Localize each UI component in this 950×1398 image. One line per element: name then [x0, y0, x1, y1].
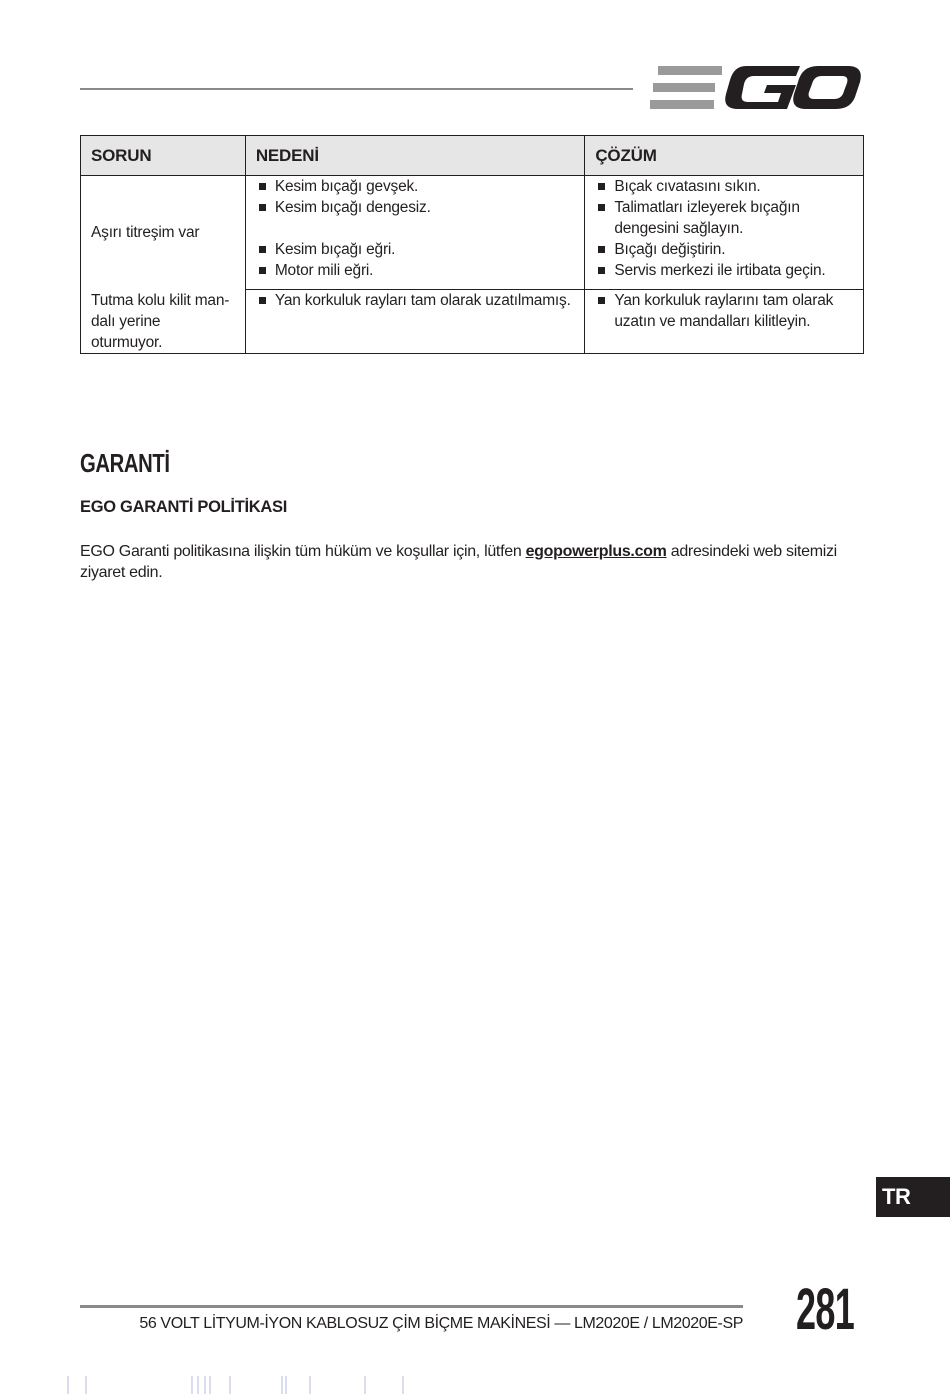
page-number: 281 [796, 1277, 855, 1342]
solution-item: Bıçak cıvatasını sıkın. [585, 176, 863, 197]
troubleshooting-table [80, 135, 864, 354]
paragraph-text-start: EGO Garanti politikasına ilişkin tüm hüküm ve koşullar için, lütfen [80, 543, 526, 560]
header-cause: NEDENİ [245, 136, 585, 176]
warranty-paragraph [80, 541, 860, 583]
solution-cell [585, 260, 864, 290]
solution-item: Servis merkezi ile irtibata geçin. [585, 260, 863, 281]
solution-cell [585, 197, 864, 239]
problem-cell: Aşırı titreşim var [81, 176, 246, 290]
table-row [81, 290, 864, 354]
footer-rule [80, 1305, 743, 1308]
cause-item: Kesim bıçağı dengesiz. [246, 197, 585, 218]
cause-item: Kesim bıçağı eğri. [246, 239, 585, 260]
language-tab: TR [876, 1177, 950, 1217]
section-title: GARANTİ [80, 448, 170, 478]
problem-cell: Tutma kolu kilit man-dalı yerine oturmuyor. [81, 290, 246, 354]
ego-logo [650, 62, 862, 114]
cause-cell [245, 290, 585, 354]
table-row [81, 176, 864, 198]
solution-item: Yan korkuluk raylarını tam olarak uzatın ve mandalları kilitleyin. [585, 290, 863, 332]
table-header-row [81, 136, 864, 176]
cause-cell [245, 260, 585, 290]
website-link[interactable]: egopowerplus.com [525, 543, 667, 560]
cause-item: Kesim bıçağı gevşek. [246, 176, 585, 197]
solution-cell [585, 239, 864, 260]
solution-item: Talimatları izleyerek bıçağın dengesini sağlayın. [585, 197, 863, 239]
solution-cell [585, 176, 864, 198]
section-subtitle: EGO GARANTİ POLİTİKASI [80, 498, 287, 516]
cause-item: Motor mili eğri. [246, 260, 585, 281]
solution-item: Bıçağı değiştirin. [585, 239, 863, 260]
cause-cell [245, 197, 585, 239]
solution-cell [585, 290, 864, 354]
header-solution: ÇÖZÜM [585, 136, 864, 176]
cause-cell [245, 239, 585, 260]
cause-item: Yan korkuluk rayları tam olarak uzatılmamış. [246, 290, 585, 311]
header-problem: SORUN [81, 136, 246, 176]
paragraph-text-end: adresindeki web sitemizi ziyaret edin. [80, 543, 837, 581]
cause-cell [245, 176, 585, 198]
print-registration-marks [60, 1374, 460, 1396]
header-rule [80, 88, 633, 90]
footer-product-line: 56 VOLT LİTYUM-İYON KABLOSUZ ÇİM BİÇME MAKİNESİ — LM2020E / LM2020E-SP [139, 1315, 743, 1332]
